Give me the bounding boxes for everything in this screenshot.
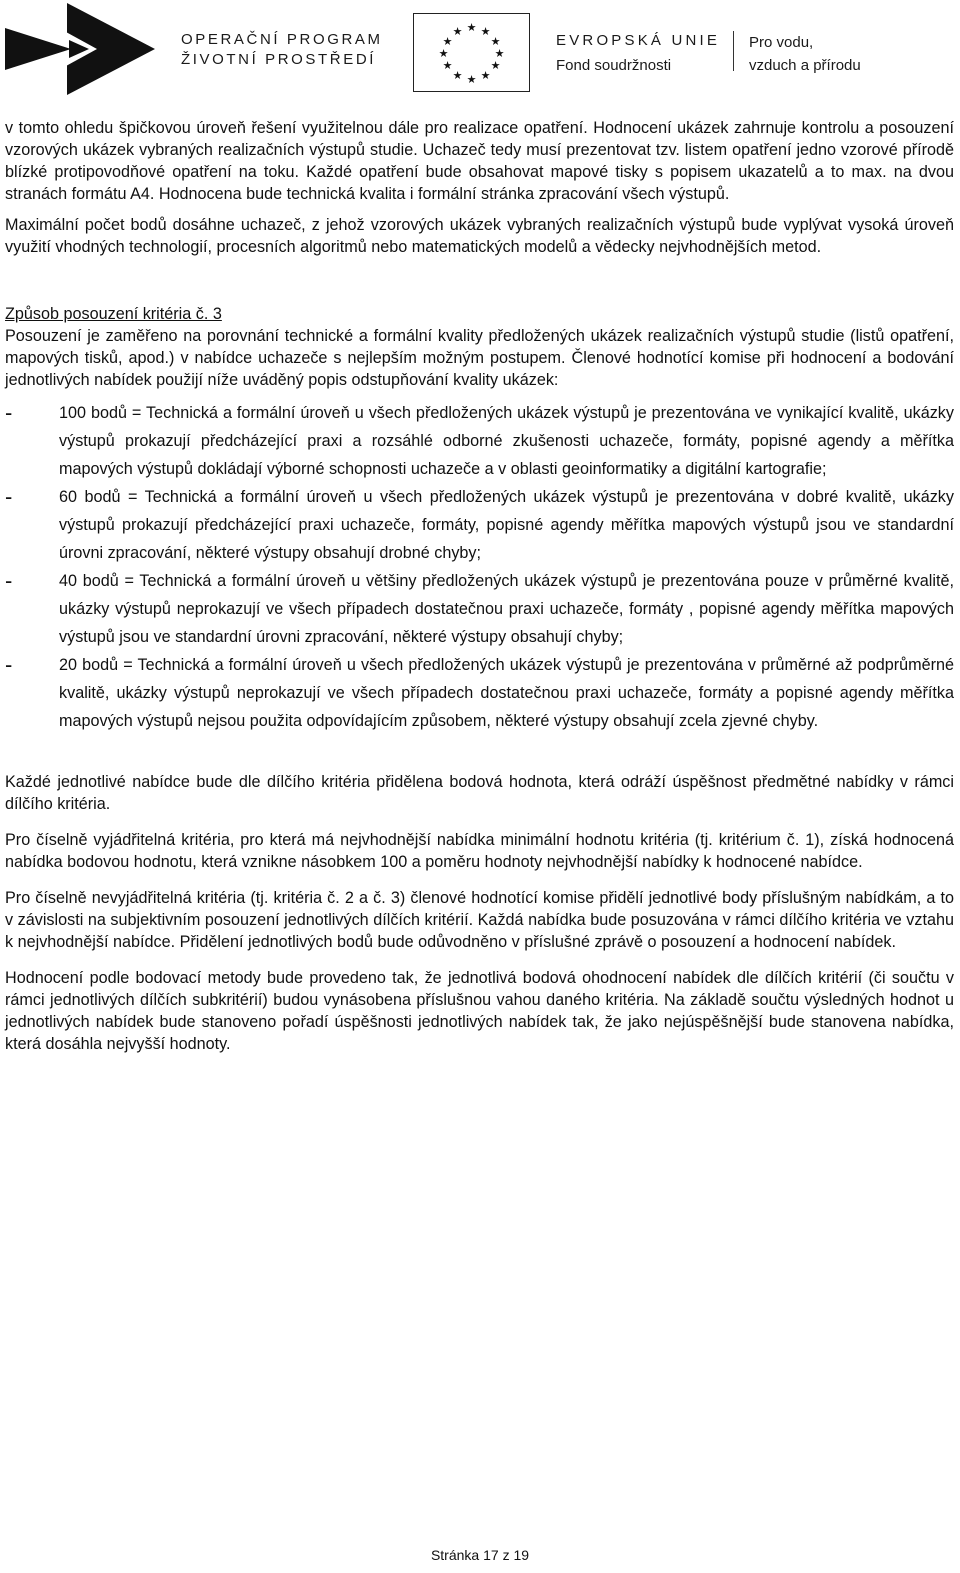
header-divider [733,31,734,71]
list-dash: - [5,400,13,425]
program-line-1: OPERAČNÍ PROGRAM [181,31,383,48]
slogan [749,31,861,77]
slogan-line-2: vzduch a přírodu [749,57,861,74]
eu-label [556,31,720,76]
svg-text:★: ★ [438,47,449,60]
section-heading: Způsob posouzení kritéria č. 3 [5,305,222,323]
list-item [5,483,954,567]
eu-flag-icon [413,13,530,92]
svg-text:★: ★ [466,21,477,34]
list-item-text: 40 bodů = Technická a formální úroveň u většiny předložených ukázek výstupů je prezentována pouze v průměrné kvalitě, ukázky výstupů neprokazují ve všech případech dostatečnou praxi uchazeče, formáty , popisné agendy měřítka mapových výstupů jsou ve standardní úrovni zpracování, některé výstupy obsahují chyby; [59,572,954,646]
scoring-scale-list [5,399,954,735]
page-label: Stránka [430,1547,480,1563]
program-line-2: ŽIVOTNÍ PROSTŘEDÍ [181,51,377,68]
svg-text:★: ★ [494,47,505,60]
program-name [181,30,383,70]
op-zp-logo-icon [5,3,155,95]
slogan-line-1: Pro vodu, [749,34,814,51]
eu-title: EVROPSKÁ UNIE [556,32,721,49]
list-item [5,651,954,735]
page-header [0,0,960,100]
svg-text:★: ★ [452,69,463,82]
list-item-text: 60 bodů = Technická a formální úroveň u všech předložených ukázek výstupů je prezentována v dobré kvalitě, ukázky výstupů prokazují předcházející praxi uchazeče, formáty, popisné agendy měřítka mapových výstupů jsou ve standardní úrovni zpracování, některé výstupy obsahují drobné chyby; [59,488,954,562]
list-item-text: 20 bodů = Technická a formální úroveň u všech předložených ukázek výstupů je prezentována v průměrné až podprůměrné kvalitě, ukázky výstupů neprokazují ve všech případech dostatečnou praxi uchazeče, formáty a popisné agendy měřítka mapových výstupů nejsou použita odpovídajícím způsobem, některé výstupy obsahují zcela zjevné chyby. [59,656,954,730]
list-dash: - [5,568,13,593]
svg-text:★: ★ [466,73,477,86]
paragraph-non-numeric-criteria: Pro číselně nevyjádřitelná kritéria (tj. kritéria č. 2 a č. 3) členové hodnotící komise přidělí jednotlivé body příslušným nabídkám, a to v závislosti na subjektivním posouzení jednotlivých dílčích kritérií. Každá nabídka bude posuzována v rámci dílčího kritéria ve vztahu k nejvhodnější nabídce. Přidělení jednotlivých bodů bude odůvodněno v příslušné zprávě o posouzení a hodnocení nabídek. [5,889,954,951]
page-footer [0,1547,960,1563]
paragraph-weighting: Hodnocení podle bodovací metody bude provedeno tak, že jednotlivá bodová ohodnocení nabídek dle dílčích kritérií (či součtu v rámci jednotlivých dílčích subkritérií) budou vynásobena příslušnou vahou daného kritéria. Na základě součtu výsledných hodnot u jednotlivých nabídek bude stanoveno pořadí úspěšnosti jednotlivých nabídek tak, že jako nejúspěšnější bude stanovena nabídka, která dosáhla nejvyšší hodnoty. [5,969,954,1053]
eu-fund: Fond soudržnosti [556,57,672,74]
paragraph-max-points: Maximální počet bodů dosáhne uchazeč, z jehož vzorových ukázek vybraných realizačních výstupů bude vyplývat vysoká úroveň využití vhodných technologií, procesních algoritmů nebo matematických modelů a vědecky nejvhodnějších metod. [5,216,954,256]
page-total: 19 [513,1547,530,1563]
svg-text:★: ★ [442,59,453,72]
paragraph-numeric-criteria: Pro číselně vyjádřitelná kritéria, pro která má nejvhodnější nabídka minimální hodnotu kritéria (tj. kritérium č. 1), získá hodnocená nabídka bodovou hodnotu, která vznikne násobkem 100 a poměru hodnoty nejvhodnější nabídky k hodnocené nabídce. [5,831,954,871]
list-dash: - [5,484,13,509]
page-separator: z [502,1547,510,1563]
paragraph-intro: v tomto ohledu špičkovou úroveň řešení využitelnou dále pro realizace opatření. Hodnocení ukázek zahrnuje kontrolu a posouzení vzorových ukázek vybraných realizačních výstupů studie. Uchazeč tedy musí prezentovat tzv. listem opatření jedno vzorové přírodě blízké protipovodňové opatření na toku. Každé opatření bude obsahovat mapové tisky s popisem ukazatelů a to max. na dvou stranách formátu A4. Hodnocena bude technická kvalita i formální stránka zpracování všech výstupů. [5,119,954,203]
svg-text:★: ★ [452,25,463,38]
list-dash: - [5,652,13,677]
svg-text:★: ★ [480,69,491,82]
paragraph-assessment: Posouzení je zaměřeno na porovnání technické a formální kvality předložených ukázek realizačních výstupů studie (listů opatření, mapových tisků, apod.) v nabídce uchazeče s nejlepším možným postupem. Členové hodnotící komise při hodnocení a bodování jednotlivých nabídek použijí níže uváděný popis odstupňování kvality ukázek: [5,327,954,389]
svg-text:★: ★ [490,59,501,72]
list-item [5,399,954,483]
paragraph-point-value: Každé jednotlivé nabídce bude dle dílčího kritéria přidělena bodová hodnota, která odráží úspěšnost předmětné nabídky v rámci dílčího kritéria. [5,773,954,813]
document-body [5,117,954,1055]
list-item-text: 100 bodů = Technická a formální úroveň u všech předložených ukázek výstupů je prezentována ve vynikající kvalitě, ukázky výstupů prokazují předcházející praxi a rozsáhlé odborné zkušenosti uchazeče, formáty, popisné agendy a měřítka mapových výstupů dokládají výborné schopnosti uchazeče a v oblasti geoinformatiky a digitální kartografie; [59,404,954,478]
svg-text:★: ★ [480,25,491,38]
svg-text:★: ★ [442,35,453,48]
svg-text:★: ★ [490,35,501,48]
list-item [5,567,954,651]
page-current: 17 [483,1547,499,1563]
